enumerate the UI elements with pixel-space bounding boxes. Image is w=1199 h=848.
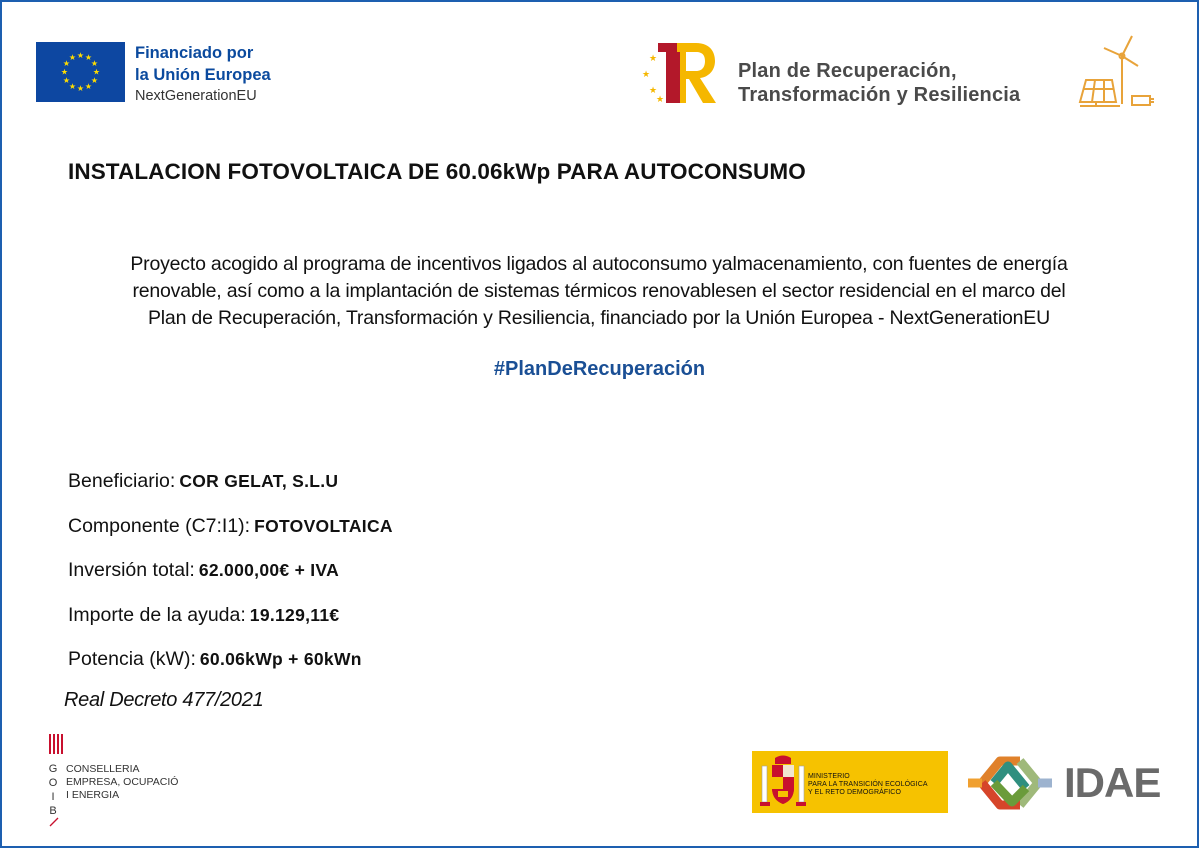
eu-flag-icon (36, 42, 125, 102)
svg-text:★: ★ (68, 82, 77, 91)
description-line-2: renovable, así como a la implantación de sistemas térmicos renovablesen el sector residencial en el marco del (132, 280, 1066, 302)
field-label: Inversión total: (68, 559, 195, 581)
coat-of-arms-icon (758, 754, 808, 810)
balearic-flag-icon (46, 732, 66, 756)
goib-letter: B (49, 805, 57, 817)
eu-line-3: NextGenerationEU (135, 88, 257, 104)
goib-line-2: EMPRESA, OCUPACIÓ (66, 776, 179, 788)
description-line-3: Plan de Recuperación, Transformación y Resiliencia, financiado por la Unión Europea - NextGenerationEU (147, 307, 1050, 329)
wind-solar-battery-icon (1076, 32, 1156, 112)
goib-line-1: CONSELLERIA (66, 763, 140, 775)
ministerio-line-2: PARA LA TRANSICIÓN ECOLÓGICA (808, 781, 928, 788)
svg-text:★: ★ (90, 59, 99, 68)
eu-line-1: Financiado por (135, 44, 254, 62)
description-line-1: Proyecto acogido al programa de incentivos ligados al autoconsumo yalmacenamiento, con fuentes de energía (130, 253, 1068, 275)
svg-text:★: ★ (76, 84, 85, 93)
field-label: Importe de la ayuda: (68, 603, 246, 626)
field-inversion (68, 559, 393, 604)
field-label: Potencia (kW): (68, 648, 196, 670)
goib-logo (44, 732, 194, 830)
ministerio-text (808, 773, 928, 797)
svg-text:★: ★ (84, 82, 93, 91)
project-description (54, 251, 1144, 332)
project-fields (68, 470, 393, 693)
field-label: Beneficiario: (68, 470, 176, 492)
svg-text:★: ★ (648, 54, 658, 64)
svg-text:★: ★ (84, 53, 93, 62)
svg-text:★: ★ (655, 95, 665, 105)
svg-text:★: ★ (90, 76, 99, 85)
tr-monogram-icon (640, 40, 720, 106)
field-componente (68, 515, 393, 560)
field-value: 19.129,11€ (249, 604, 340, 625)
field-value: 62.000,00€ + IVA (198, 560, 340, 580)
eu-logo (36, 42, 271, 107)
idae-wordmark: IDAE (1064, 759, 1161, 806)
eu-line-2: la Unión Europea (135, 66, 271, 84)
page-title: INSTALACION FOTOVOLTAICA DE 60.06kWp PARA AUTOCONSUMO (68, 159, 806, 184)
goib-letter: G (48, 763, 58, 775)
svg-text:★: ★ (60, 67, 69, 77)
idae-knot-icon (964, 752, 1058, 814)
field-importe (68, 604, 393, 649)
svg-text:★: ★ (62, 76, 71, 85)
field-value: 60.06kWp + 60kWn (199, 649, 362, 669)
ministerio-line-3: Y EL RETO DEMOGRÁFICO (808, 789, 901, 796)
ministerio-logo (752, 751, 948, 813)
svg-text:★: ★ (62, 59, 71, 68)
ministerio-line-1: MINISTERIO (808, 773, 850, 780)
decree: Real Decreto 477/2021 (64, 689, 264, 711)
svg-text:★: ★ (68, 53, 77, 62)
svg-text:★: ★ (76, 51, 85, 60)
svg-text:★: ★ (648, 86, 658, 96)
field-potencia (68, 648, 393, 693)
goib-slash-icon (48, 816, 60, 828)
prtr-logo-text (738, 59, 1020, 107)
field-label: Componente (C7:I1): (68, 514, 251, 537)
field-value: FOTOVOLTAICA (254, 515, 393, 536)
goib-letter: O (48, 777, 58, 789)
field-beneficiario (68, 470, 393, 515)
goib-line-3: I ENERGIA (66, 789, 120, 801)
prtr-line-2: Transformación y Resiliencia (738, 84, 1021, 106)
svg-text:★: ★ (641, 70, 651, 80)
hashtag: #PlanDeRecuperación (493, 358, 706, 380)
goib-text (66, 763, 178, 802)
svg-text:★: ★ (92, 67, 101, 77)
field-value: COR GELAT, S.L.U (179, 471, 339, 491)
prtr-line-1: Plan de Recuperación, (738, 60, 957, 82)
goib-letter: I (51, 791, 55, 803)
goib-letters (48, 762, 58, 818)
